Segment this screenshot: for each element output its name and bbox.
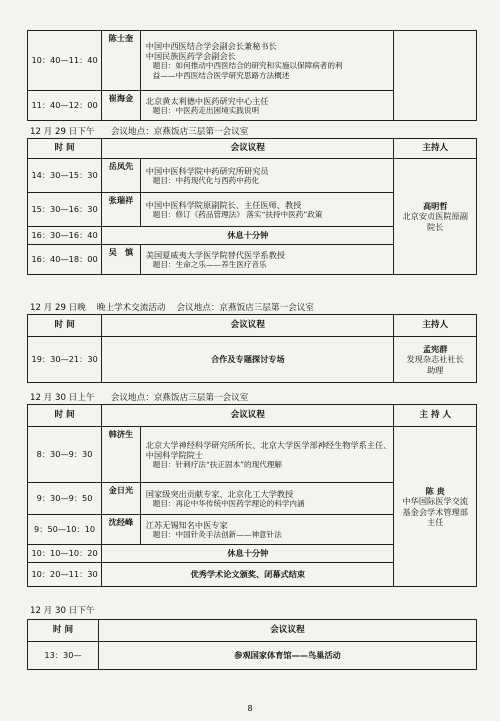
- col-time-header: 时 间: [28, 139, 102, 159]
- section-heading: 12 月 30 日上午 会议地点：京燕饭店三层第一会议室: [30, 393, 249, 403]
- time-cell: 14：30—15：30: [28, 159, 102, 193]
- speaker-name: 金日光: [102, 483, 141, 515]
- speaker-name: 吴 慎: [102, 245, 141, 275]
- section-heading: 12 月 30 日下午: [30, 606, 95, 616]
- host-cell: [394, 427, 477, 587]
- col-agenda-header: 会议议程: [102, 139, 394, 159]
- speaker-name: 崔海金: [102, 91, 141, 121]
- closing-cell: 优秀学术论文颁奖、闭幕式结束: [102, 563, 394, 587]
- morning-continuation-table: [27, 30, 477, 121]
- speaker-info: 江苏无锡知名中医专家 题目：中国针灸手法创新——神意针法: [140, 515, 394, 545]
- col-host-header: 主持人: [394, 315, 477, 337]
- table-row: [28, 159, 477, 193]
- host-title: 北京安贞医院原副院长: [402, 211, 468, 232]
- col-agenda-header: 会议议程: [102, 405, 394, 427]
- col-host-header: 主 持 人: [394, 405, 477, 427]
- host-cell: [394, 159, 477, 275]
- speaker-name: 岳凤先: [102, 159, 141, 193]
- speaker-name: 韩济生: [102, 427, 141, 483]
- time-cell: 13：30—: [28, 642, 99, 670]
- table-row: [28, 31, 477, 91]
- host-title: 中华国际医学交流基金会学术管理部主任: [402, 496, 468, 527]
- time-cell: 16：30—16：40: [28, 227, 102, 245]
- host-name: 高明哲: [422, 201, 448, 212]
- afternoon-dec29-table: [27, 138, 477, 275]
- table-header-row: [28, 620, 477, 642]
- speaker-info: 美国夏威夷大学医学院替代医学系教授 题目：生命之乐——养生医疗音乐: [140, 245, 394, 275]
- speaker-info: 国家级突出贡献专家、北京化工大学教授 题目：再论中华传统中医药学理论的科学内涵: [140, 483, 394, 515]
- morning-dec30-table: [27, 404, 477, 587]
- host-name: 陈 贵: [425, 486, 445, 496]
- time-cell: 9：50—10：10: [28, 515, 102, 545]
- speaker-name: 陈士奎: [102, 31, 141, 91]
- col-host-header: 主持人: [394, 139, 477, 159]
- speaker-info: 北京黄太利德中医药研究中心主任 题目：中医药走出困境实践说明: [140, 91, 394, 121]
- evening-dec29-table: [27, 314, 477, 383]
- event-cell: 参观国家体育馆——鸟巢活动: [99, 642, 477, 670]
- section-heading: 12 月 29 日晚 晚上学术交流活动 会议地点：京燕饭店三层第一会议室: [30, 303, 314, 313]
- time-cell: 8：30—9：30: [28, 427, 102, 483]
- page-number: 8: [247, 704, 253, 713]
- col-agenda-header: 会议议程: [99, 620, 477, 642]
- break-cell: 休息十分钟: [102, 545, 394, 563]
- event-cell: 合作及专题探讨专场: [102, 337, 394, 383]
- host-cell-empty: [394, 31, 477, 121]
- col-time-header: 时 间: [28, 620, 99, 642]
- time-cell: 11：40—12：00: [28, 91, 102, 121]
- col-time-header: 时 间: [28, 405, 102, 427]
- time-cell: 10：20—11：30: [28, 563, 102, 587]
- host-title: 发现杂志社社长助理: [406, 354, 464, 375]
- table-row: [28, 642, 477, 670]
- time-cell: 19：30—21：30: [28, 337, 102, 383]
- table-header-row: [28, 405, 477, 427]
- speaker-name: 沈经峰: [102, 515, 141, 545]
- time-cell: 9：30—9：50: [28, 483, 102, 515]
- table-header-row: [28, 315, 477, 337]
- break-cell: 休息十分钟: [102, 227, 394, 245]
- time-cell: 16：40—18：00: [28, 245, 102, 275]
- time-cell: 10：10—10：20: [28, 545, 102, 563]
- host-name: 孟宪群: [422, 344, 448, 355]
- afternoon-dec30-table: [27, 619, 477, 670]
- speaker-info: 中国中医科学院原副院长、主任医师、教授 题目：修订《药品管理法》 落实“扶持中医药”政策: [140, 193, 394, 227]
- speaker-info: 中国中医科学院中药研究所研究员 题目：中药现代化与西药中药化: [140, 159, 394, 193]
- time-cell: 10：40—11：40: [28, 31, 102, 91]
- col-agenda-header: 会议议程: [102, 315, 394, 337]
- col-time-header: 时 间: [28, 315, 102, 337]
- table-header-row: [28, 139, 477, 159]
- table-row: [28, 337, 477, 383]
- table-row: [28, 427, 477, 483]
- speaker-name: 张瑞祥: [102, 193, 141, 227]
- section-heading: 12 月 29 日下午 会议地点：京燕饭店三层第一会议室: [30, 127, 249, 137]
- speaker-info: 中国中西医结合学会副会长兼秘书长 中国民族医药学会副会长 题目：如何推动中西医结合的研究和实施以保障病者的利 益——中西医结合医学研究思路方法概述: [140, 31, 394, 91]
- speaker-info: 北京大学神经科学研究所所长、北京大学医学部神经生物学系主任、中国科学院院士 题目：针刺疗法“扶正固本”的现代理解: [140, 427, 394, 483]
- host-cell: [394, 337, 477, 383]
- time-cell: 15：30—16：30: [28, 193, 102, 227]
